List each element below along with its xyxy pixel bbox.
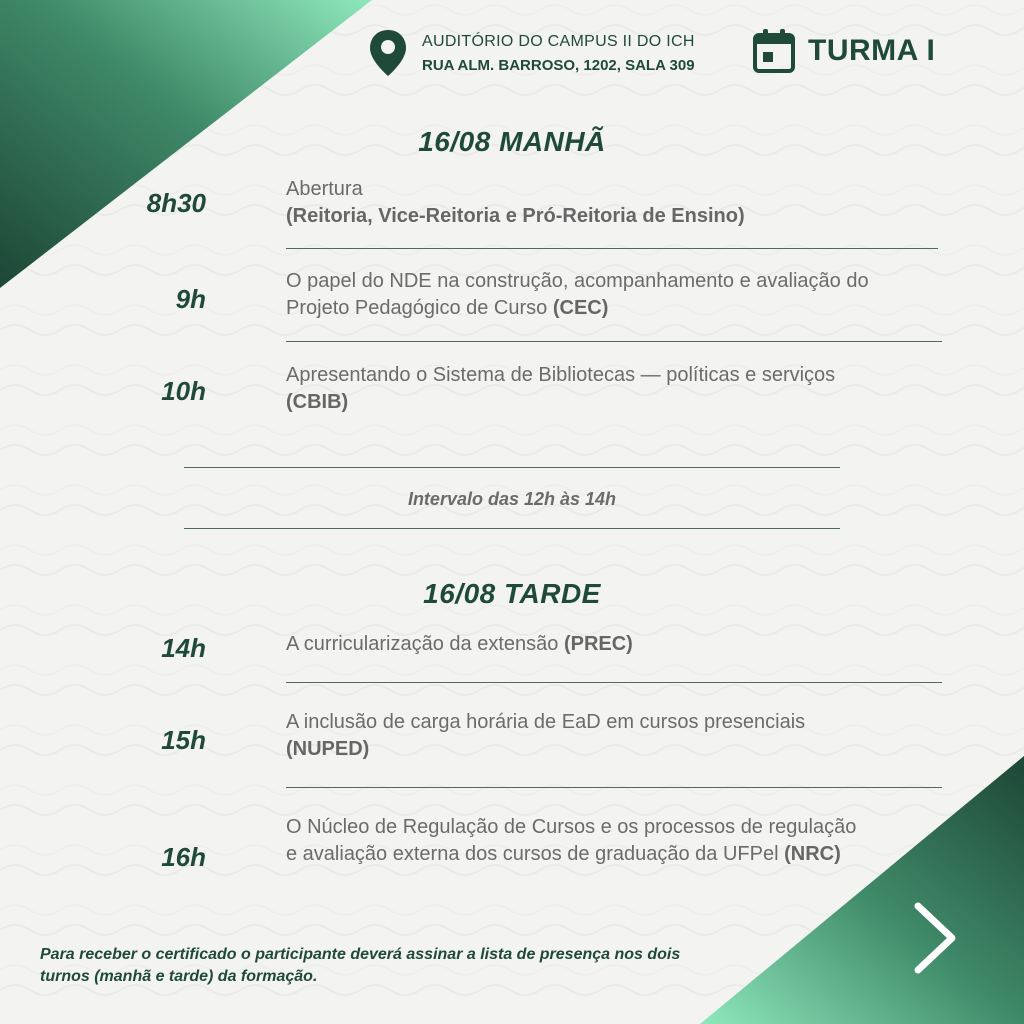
divider [184, 467, 840, 468]
time-label: 16h [161, 842, 206, 872]
item-org: (CEC) [552, 297, 609, 319]
schedule-item [286, 362, 946, 416]
item-text: A curricularização da extensão [286, 633, 559, 655]
divider [286, 248, 938, 249]
schedule-item [286, 814, 866, 868]
certificate-note: Para receber o certificado o participante deverá assinar a lista de presença nos dois turnos (manhã e tarde) da formação. [40, 946, 681, 985]
time-label: 9h [175, 284, 206, 314]
divider [184, 528, 840, 529]
schedule-item [286, 268, 886, 322]
schedule-item [286, 176, 946, 230]
schedule-item [286, 631, 946, 658]
item-org: (Reitoria, Vice-Reitoria e Pró-Reitoria de Ensino) [286, 205, 745, 227]
schedule-item [286, 709, 946, 763]
location-header [368, 28, 695, 78]
item-org: (CBIB) [286, 391, 349, 413]
morning-title: 16/08 MANHÃ [418, 126, 606, 157]
divider [286, 787, 942, 788]
class-badge [752, 28, 935, 74]
divider [286, 341, 942, 342]
interval-note: Intervalo das 12h às 14h [407, 489, 617, 509]
chevron-right-icon[interactable] [904, 898, 964, 978]
time-label: 15h [161, 725, 206, 755]
turma-label: TURMA I [808, 34, 936, 67]
item-text: O papel do NDE na construção, acompanhamento e avaliação do Projeto Pedagógico de Curso [286, 270, 869, 319]
location-venue: AUDITÓRIO DO CAMPUS II DO ICH [422, 32, 695, 50]
afternoon-title: 16/08 TARDE [423, 578, 601, 609]
time-label: 14h [161, 633, 206, 663]
item-text: O Núcleo de Regulação de Cursos e os processos de regulação e avaliação externa dos cursos de graduação da UFPel [286, 816, 857, 865]
location-address: RUA ALM. BARROSO, 1202, SALA 309 [422, 56, 695, 74]
item-text: A inclusão de carga horária de EaD em cursos presenciais [286, 711, 806, 733]
map-pin-icon [368, 28, 408, 78]
item-text: Apresentando o Sistema de Bibliotecas — políticas e serviços [286, 364, 836, 386]
item-org: (NRC) [784, 843, 841, 865]
calendar-icon [752, 28, 796, 74]
item-text: Abertura [286, 178, 363, 200]
item-org: (PREC) [563, 633, 633, 655]
time-label: 10h [161, 376, 206, 406]
time-label: 8h30 [146, 188, 206, 218]
divider [286, 682, 942, 683]
item-org: (NUPED) [286, 738, 370, 760]
